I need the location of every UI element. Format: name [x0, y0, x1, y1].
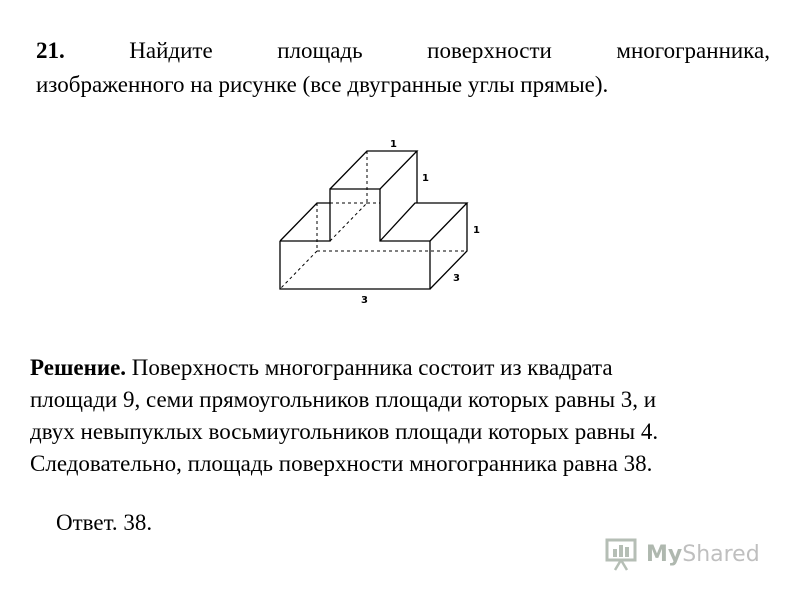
- label-tower-height: 1: [422, 173, 429, 184]
- problem-word: Найдите: [129, 38, 213, 63]
- solution-line-1: [30, 352, 770, 384]
- answer: Ответ. 38.: [56, 510, 153, 535]
- watermark-my: My: [646, 541, 683, 567]
- problem-statement: [36, 34, 770, 102]
- label-base-width: 3: [361, 295, 368, 306]
- hidden-edges: [280, 151, 467, 289]
- problem-word: многогранника,: [616, 38, 770, 63]
- label-depth: 3: [453, 273, 460, 284]
- solution-line-4: Следовательно, площадь поверхности многогранника равна 38.: [30, 451, 653, 476]
- watermark-text: [646, 542, 760, 567]
- solution-heading: Решение.: [30, 355, 127, 380]
- label-side-height: 1: [473, 225, 480, 236]
- presentation-board-icon: [604, 537, 640, 571]
- problem-line-1: [36, 34, 770, 68]
- watermark-shared: Shared: [682, 541, 760, 567]
- problem-number: 21.: [36, 38, 65, 63]
- solution-line-3: двух невыпуклых восьмиугольников площади которых равны 4.: [30, 419, 659, 444]
- polyhedron-drawing: [270, 135, 500, 310]
- problem-word: площадь: [277, 38, 363, 63]
- myshared-watermark: [604, 536, 760, 572]
- problem-line-2: изображенного на рисунке (все двугранные углы прямые).: [36, 72, 609, 97]
- solution-line-2: площади 9, семи прямоугольников площади которых равны 3, и: [30, 387, 657, 412]
- visible-edges: [280, 151, 467, 289]
- problem-first-word: [36, 34, 65, 68]
- polyhedron-figure: [270, 135, 500, 310]
- label-top-width: 1: [390, 139, 397, 150]
- problem-word: поверхности: [427, 38, 552, 63]
- solution-line-1-text: Поверхность многогранника состоит из квадрата: [131, 355, 613, 380]
- solution-block: [30, 352, 770, 480]
